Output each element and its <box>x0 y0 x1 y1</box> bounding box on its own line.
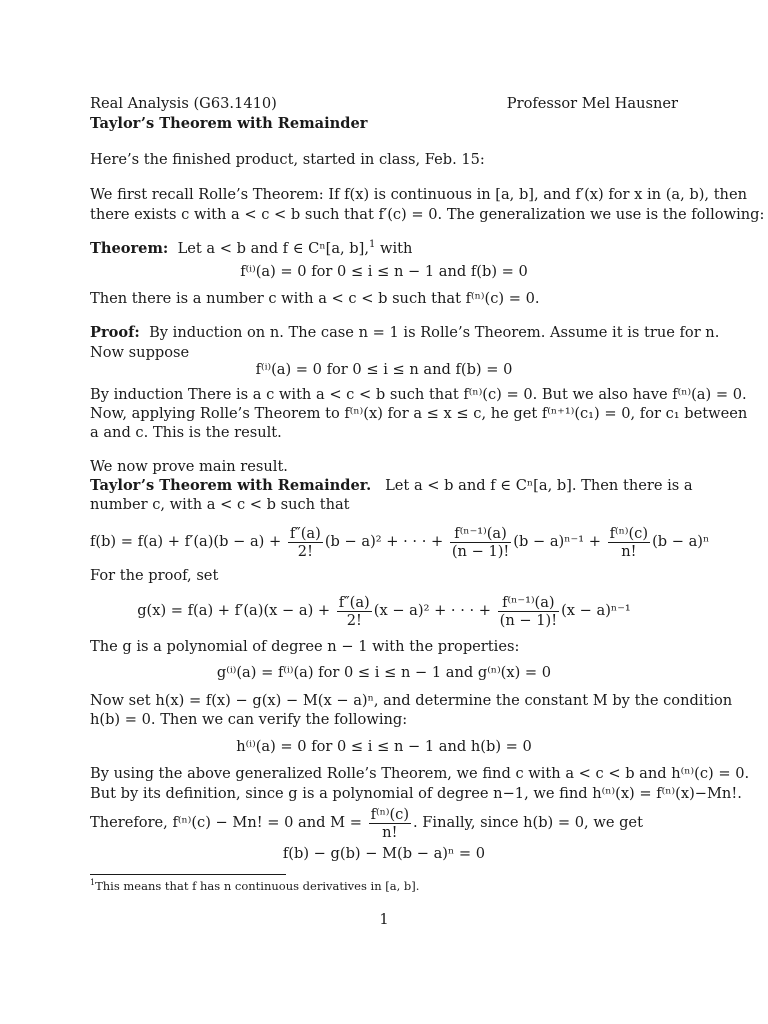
proof-line-4: Now, applying Rolle’s Theorem to f⁽ⁿ⁾(x) for a ≤ x ≤ c, he get f⁽ⁿ⁺¹⁾(c₁) = 0, for c₁ between <box>90 405 748 422</box>
theorem-statement: Theorem: Let a < b and f ∈ Cⁿ[a, b],$^1$ with <box>90 239 413 257</box>
main-intro: We now prove main result. <box>90 458 288 475</box>
main-theorem-line-2: number c, with a < c < b such that <box>90 496 350 513</box>
intro-line: Here’s the finished product, started in class, Feb. 15: <box>90 151 485 168</box>
theorem-label: Theorem: <box>90 239 169 257</box>
footnote-marker: 1 <box>369 239 376 250</box>
rolle-line-1: We first recall Rolle’s Theorem: If f(x) is continuous in [a, b], and f′(x) for x in (a, b), then <box>90 186 747 203</box>
g-properties-equation: g⁽ⁱ⁾(a) = f⁽ⁱ⁾(a) for 0 ≤ i ≤ n − 1 and g⁽ⁿ⁾(x) = 0 <box>216 664 552 681</box>
theorem-condition: f⁽ⁱ⁾(a) = 0 for 0 ≤ i ≤ n − 1 and f(b) = 0 <box>240 263 528 280</box>
professor-name: Professor Mel Hausner <box>506 95 678 112</box>
rolle-line-2: there exists c with a < c < b such that f′(c) = 0. The generalization we use is the following: <box>90 206 765 223</box>
g-properties-line: The g is a polynomial of degree n − 1 with the properties: <box>90 638 520 655</box>
theorem-conclusion: Then there is a number c with a < c < b such that f⁽ⁿ⁾(c) = 0. <box>90 290 540 307</box>
document-title: Taylor’s Theorem with Remainder <box>90 115 368 132</box>
proof-set-line: For the proof, set <box>90 567 219 584</box>
g-definition: g(x) = f(a) + f′(a)(x − a) + $\frac{f''(a)}{2!}$ (x − a)² + · · · + $\frac{\text{f⁽ⁿ⁻¹⁾(a)}}{(n - 1)!}$ (x − a)ⁿ⁻¹ <box>137 593 631 629</box>
fraction: $\frac{\text{f⁽ⁿ⁻¹⁾(a)}}{(n - 1)!}$ <box>499 593 558 629</box>
proof-line-5: a and c. This is the result. <box>90 424 282 441</box>
proof-line-1: Proof: By induction on n. The case n = 1 is Rolle’s Theorem. Assume it is true for n. <box>90 324 720 341</box>
proof-line-2: Now suppose <box>90 344 190 361</box>
proof-label: Proof: <box>90 324 140 341</box>
final-equation: f(b) − g(b) − M(b − a)ⁿ = 0 <box>282 845 486 862</box>
footnote-mark: 1 <box>90 878 96 887</box>
fraction: $\frac{\text{f⁽ⁿ⁾(c)}}{n!}$ <box>609 524 649 560</box>
h-definition-line-2: h(b) = 0. Then we can verify the following: <box>90 711 408 728</box>
final-line-3: Therefore, f⁽ⁿ⁾(c) − Mn! = 0 and M = $\frac{\text{f⁽ⁿ⁾(c)}}{n!}$ . Finally, since h(b) = 0, we get <box>90 805 643 841</box>
proof-condition: f⁽ⁱ⁾(a) = 0 for 0 ≤ i ≤ n and f(b) = 0 <box>255 361 513 378</box>
fraction: $\frac{f''(a)}{2!}$ <box>338 593 370 629</box>
proof-line-3: By induction There is a c with a < c < b such that f⁽ⁿ⁾(c) = 0. But we also have f⁽ⁿ⁾(a) = 0. <box>90 386 747 403</box>
main-theorem-label: Taylor’s Theorem with Remainder. <box>90 477 372 494</box>
fraction: $\frac{f''(a)}{2!}$ <box>289 524 321 560</box>
final-line-1: By using the above generalized Rolle’s Theorem, we find c with a < c < b and h⁽ⁿ⁾(c) = 0. <box>90 765 750 782</box>
fraction: $\frac{\text{f⁽ⁿ⁻¹⁾(a)}}{(n - 1)!}$ <box>451 524 510 560</box>
h-properties-equation: h⁽ⁱ⁾(a) = 0 for 0 ≤ i ≤ n − 1 and h(b) = 0 <box>236 738 532 755</box>
fraction: $\frac{\text{f⁽ⁿ⁾(c)}}{n!}$ <box>370 805 410 841</box>
footnote: $^1$This means that f has n continuous derivatives in [a, b]. <box>90 878 420 893</box>
final-line-2: But by its definition, since g is a polynomial of degree n−1, we find h⁽ⁿ⁾(x) = f⁽ⁿ⁾(x)−Mn!. <box>90 785 742 802</box>
h-definition-line-1: Now set h(x) = f(x) − g(x) − M(x − a)ⁿ, and determine the constant M by the condition <box>90 692 733 709</box>
main-theorem-line-1: Taylor’s Theorem with Remainder. Let a < b and f ∈ Cⁿ[a, b]. Then there is a <box>90 477 693 494</box>
course-name: Real Analysis (G63.1410) <box>90 95 277 112</box>
taylor-formula: f(b) = f(a) + f′(a)(b − a) + $\frac{f''(a)}{2!}$ (b − a)² + · · · + $\frac{\text{f⁽ⁿ⁻¹⁾(a)}}{(n - 1)!}$ (b − a)ⁿ⁻¹ + $\frac{\text{f⁽ⁿ⁾(c)}}{n!}$ (b − a)ⁿ <box>90 524 710 560</box>
page-number: 1 <box>379 911 389 928</box>
